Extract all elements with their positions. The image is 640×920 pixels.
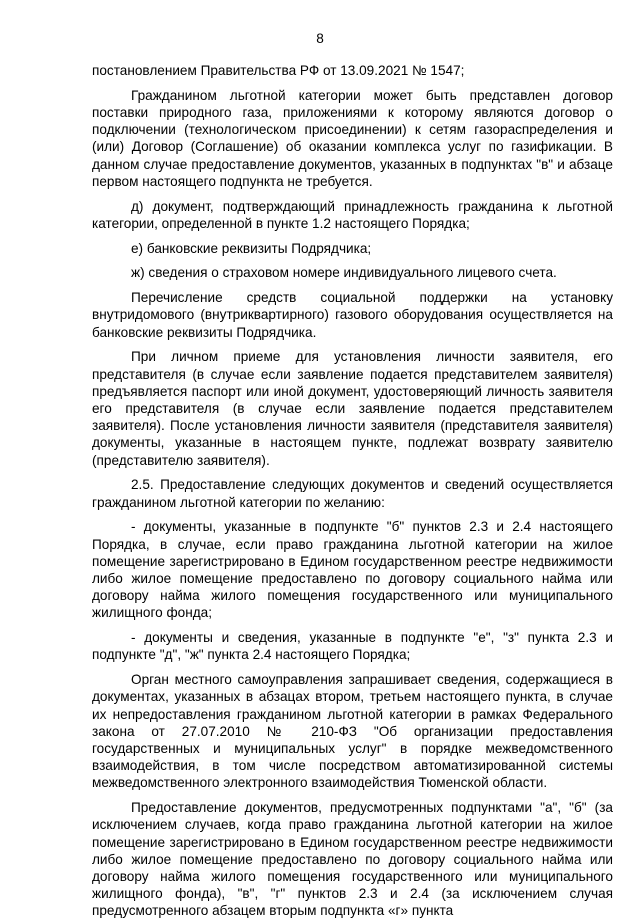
paragraph-personal-reception: При личном приеме для установления личности заявителя, его представителя (в случае если заявление подается представителем заявителя) предъявляется паспорт или иной документ, удостоверяющий личность заявителя его представителя (в случае если заявление подается представителем заявителя). После установления личности заявителя (представителя заявителя) документы, указанные в настоящем пункте, подлежат возврату заявителю (представителю заявителя). bbox=[92, 349, 613, 468]
paragraph-bullet-documents-e-z: - документы и сведения, указанные в подпункте "е", "з" пункта 2.3 и подпункте "д", "ж" пункта 2.4 настоящего Порядка; bbox=[92, 630, 613, 663]
paragraph-local-authority-request: Орган местного самоуправления запрашивает сведения, содержащиеся в документах, указанных в абзацах втором, третьем настоящего пункта, в случае их непредоставления гражданином льготной категории в рамках Федерального закона от 27.07.2010 № 210-ФЗ "Об организации предоставления государственных и муниципальных услуг" в порядке межведомственного взаимодействия, в том числе посредством автоматизированной системы межведомственного электронного взаимодействия Тюменской области. bbox=[92, 672, 613, 791]
paragraph-gas-supply-contract: Гражданином льготной категории может быть представлен договор поставки природного газа, приложениями к которому являются договор о подключении (технологическом присоединении) к сетям газораспределения и (или) Договор (Соглашение) об оказании комплекса услуг по газификации. В данном случае предоставление документов, указанных в подпунктах "в" и абзаце первом настоящего подпункта не требуется. bbox=[92, 87, 613, 189]
paragraph-item-d: д) документ, подтверждающий принадлежность гражданина к льготной категории, определенной в пункте 1.2 настоящего Порядка; bbox=[92, 198, 613, 231]
paragraph-transfer: Перечисление средств социальной поддержки на установку внутридомового (внутриквартирного) газового оборудования осуществляется на банковские реквизиты Подрядчика. bbox=[92, 290, 613, 340]
paragraph-bullet-documents-b: - документы, указанные в подпункте "б" пунктов 2.3 и 2.4 настоящего Порядка, в случае, если право гражданина льготной категории на жилое помещение зарегистрировано в Едином государственном реестре недвижимости либо жилое помещение предоставлено по договору социального найма или договору найма жилого помещения государственного или муниципального жилищного фонда; bbox=[92, 519, 613, 621]
page-number: 8 bbox=[316, 31, 324, 46]
paragraph-item-zh: ж) сведения о страховом номере индивидуального лицевого счета. bbox=[131, 265, 557, 281]
paragraph-decree-reference: постановлением Правительства РФ от 13.09.2021 № 1547; bbox=[92, 63, 465, 78]
paragraph-provision-of-documents: Предоставление документов, предусмотренных подпунктами "а", "б" (за исключением случаев, когда право гражданина льготной категории на жилое помещение зарегистрировано в Едином государственном реестре недвижимости либо жилое помещение предоставлено по договору социального найма или договору найма жилого помещения государственного или муниципального жилищного фонда), "в", "г" пунктов 2.3 и 2.4 (за исключением случая предусмотренного абзацем вторым подпункта «г» пункта bbox=[92, 800, 613, 919]
document-body bbox=[92, 62, 613, 920]
paragraph-section-2-5: 2.5. Предоставление следующих документов и сведений осуществляется гражданином льготной категории по желанию: bbox=[92, 477, 613, 510]
paragraph-item-e: е) банковские реквизиты Подрядчика; bbox=[131, 240, 372, 256]
